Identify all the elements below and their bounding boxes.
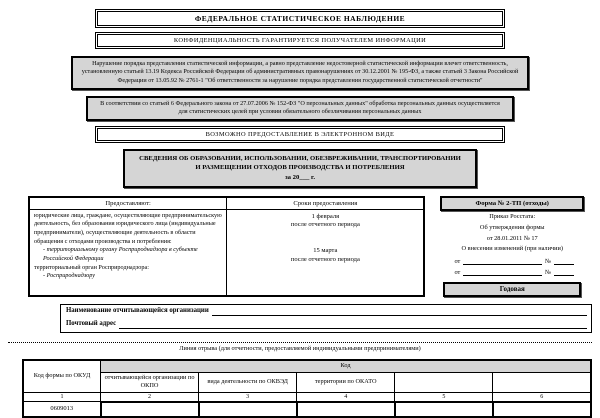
okved-input-cell[interactable] [199, 402, 297, 417]
rosstat-order-approval: Об утверждении формы [479, 224, 545, 232]
providers-line-territorial: территориальный орган Росприроднадзора: [34, 263, 149, 271]
organization-name-row [66, 307, 587, 316]
codes-value-row [23, 402, 591, 417]
okato-input-cell[interactable] [297, 402, 395, 417]
rosstat-order-title: Приказ Росстата: [489, 213, 536, 221]
warning-liability: Нарушение порядка представления статистической информации, а равно представление недостоверной статистической информации влечет ответственность, установленную статьей 13.19 Кодекса Российской Федерации об административных правонарушениях от 30.12.2001 № 195-ФЗ, а также статьей 3 Закона Российской Федерации от 13.05.92 № 2761-1 "Об ответственности за нарушение порядка представления государственной статистической отчетности" [71, 56, 529, 90]
code-input-cell-5[interactable] [395, 402, 493, 417]
codes-header-row-1 [23, 360, 591, 372]
column-number-5: 5 [395, 392, 493, 402]
warning-personal-data: В соответствии со статьей 6 Федерального закона от 27.07.2006 № 152-ФЗ "О персональных данных" обработка персональных данных осуществляется для статистических целей при условии обязательного обезличивания персональных данных [86, 96, 514, 121]
postal-address-row [66, 320, 587, 329]
okud-value-cell: 0609013 [23, 402, 101, 417]
amendment-blank-row-1 [454, 257, 574, 265]
header-electronic-submission: ВОЗМОЖНО ПРЕДОСТАВЛЕНИЕ В ЭЛЕКТРОННОМ ВИДЕ [95, 126, 505, 143]
header-confidentiality: КОНФИДЕНЦИАЛЬНОСТЬ ГАРАНТИРУЕТСЯ ПОЛУЧАТЕЛЕМ ИНФОРМАЦИИ [95, 32, 505, 49]
empty-column-header-5 [395, 372, 493, 392]
codes-header-row-2 [23, 372, 591, 392]
form-number-label: Форма № 2-ТП (отходы) [440, 196, 584, 211]
form-title-year[interactable]: за 20___ г. [284, 174, 316, 182]
number-label: № [544, 268, 551, 276]
okato-column-header: территории по ОКАТО [297, 372, 395, 392]
amendments-label: О внесении изменений (при наличии) [461, 245, 563, 253]
organization-name-label: Наименование отчитывающейся организации [66, 306, 209, 314]
tearoff-caption: Линия отрыва (для отчетности, предоставляемой индивидуальными предпринимателями) [179, 344, 421, 352]
okud-column-header: Код формы по ОКУД [23, 360, 101, 392]
column-number-3: 3 [199, 392, 297, 402]
codes-table [22, 359, 592, 418]
deadlines-header: Сроки предоставления [227, 197, 425, 209]
deadlines-cell [227, 209, 425, 296]
code-group-header: Код [101, 360, 592, 372]
providers-body-row [29, 209, 424, 296]
providers-line-recipient-2: - Росприроднадзору [43, 272, 95, 280]
deadline-1 [228, 213, 422, 231]
amendment-number-field-1[interactable] [554, 257, 574, 265]
column-number-4: 4 [297, 392, 395, 402]
organization-box [60, 304, 592, 333]
deadline-2 [228, 247, 422, 265]
column-number-1: 1 [23, 392, 101, 402]
form-title-line2: И РАЗМЕЩЕНИИ ОТХОДОВ ПРОИЗВОДСТВА И ПОТРЕБЛЕНИЯ [195, 164, 405, 172]
amendment-date-field-2[interactable] [463, 268, 542, 276]
okpo-input-cell[interactable] [101, 402, 199, 417]
okved-column-header: вида деятельности по ОКВЭД [199, 372, 297, 392]
postal-address-field[interactable] [119, 320, 587, 329]
form-title [123, 149, 477, 188]
deadline-1-date: 1 февраля [311, 212, 340, 220]
amendment-number-field-2[interactable] [554, 268, 574, 276]
rosstat-order-date: от 28.01.2011 № 17 [486, 234, 538, 242]
number-label: № [544, 257, 551, 265]
codes-number-row [23, 392, 591, 402]
column-number-6: 6 [493, 392, 591, 402]
from-label: от [454, 257, 461, 265]
tearoff-section [8, 342, 592, 353]
providers-text-cell [29, 209, 227, 296]
organization-name-field[interactable] [212, 307, 587, 316]
providers-line-main: юридические лица, граждане, осуществляющие предпринимательскую деятельность, без образования юридического лица (индивидуальные предприниматели), осуществляющие деятельность в области обращения с отходами производства и потребления: [34, 211, 222, 245]
postal-address-label: Почтовый адрес [66, 319, 117, 327]
providers-line-recipient-1: - территориальному органу Росприроднадзора в субъекте Российской Федерации [43, 246, 198, 262]
providers-header-row [29, 197, 424, 209]
okpo-column-header: отчитывающейся организации по ОКПО [101, 372, 199, 392]
providers-table [28, 196, 425, 297]
amendment-date-field-1[interactable] [463, 257, 542, 265]
from-label: от [454, 268, 461, 276]
amendment-blank-row-2 [454, 268, 574, 276]
deadline-2-date: 15 марта [313, 247, 338, 255]
deadline-2-note: после отчетного периода [290, 255, 360, 263]
empty-column-header-6 [493, 372, 591, 392]
periodicity-badge: Годовая [443, 282, 581, 297]
tearoff-dotted-line [8, 342, 592, 343]
column-number-2: 2 [101, 392, 199, 402]
form-title-line1: СВЕДЕНИЯ ОБ ОБРАЗОВАНИИ, ИСПОЛЬЗОВАНИИ, ОБЕЗВРЕЖИВАНИИ, ТРАНСПОРТИРОВАНИИ [139, 154, 461, 162]
providers-header: Предоставляют: [29, 197, 227, 209]
deadline-1-note: после отчетного периода [290, 221, 360, 229]
code-input-cell-6[interactable] [493, 402, 591, 417]
middle-section [28, 196, 586, 297]
form-info-panel [438, 196, 586, 297]
header-federal-observation: ФЕДЕРАЛЬНОЕ СТАТИСТИЧЕСКОЕ НАБЛЮДЕНИЕ [95, 9, 505, 28]
